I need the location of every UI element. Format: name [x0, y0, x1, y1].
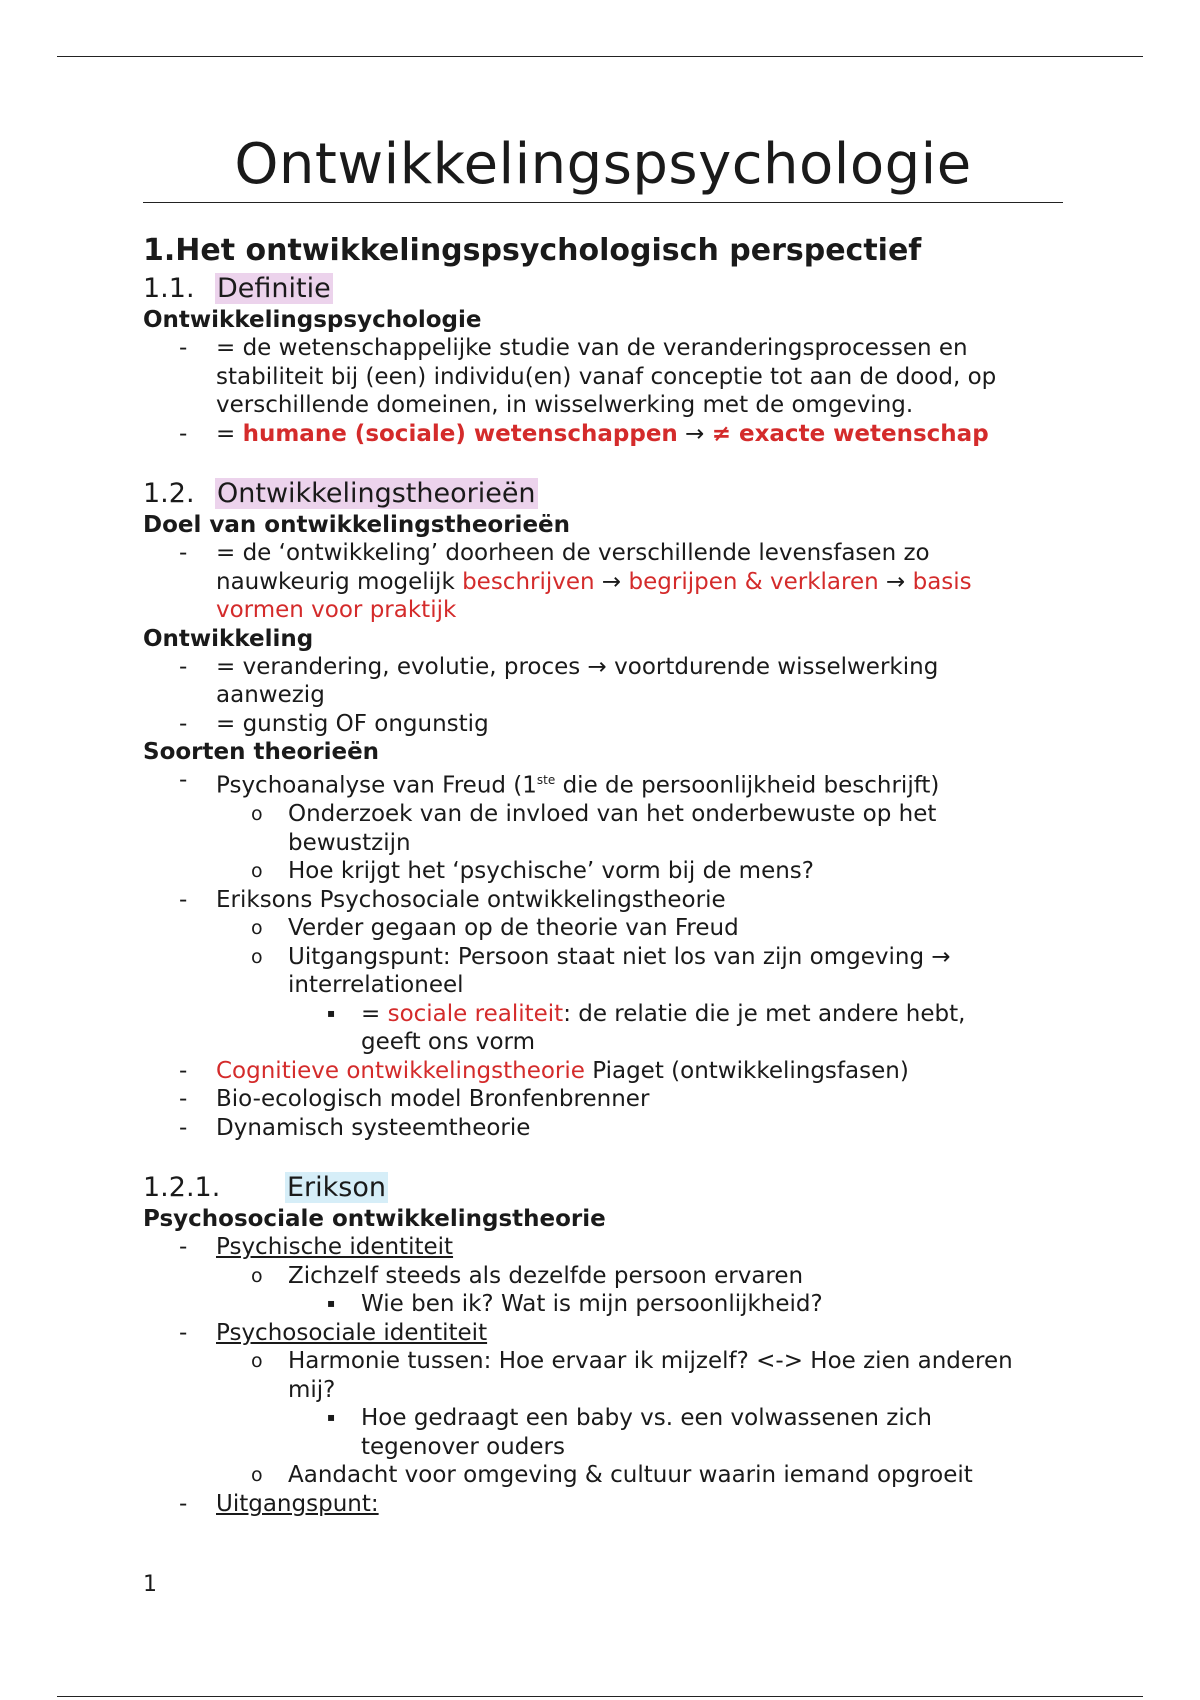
term-label: Ontwikkeling [143, 625, 314, 652]
sub-list-item: o Onderzoek van de invloed van het onderbewuste op het [251, 801, 937, 828]
list-item: - Psychische identiteit [179, 1234, 454, 1261]
document-title: Ontwikkelingspsychologie [143, 130, 1063, 203]
list-item: - = de ‘ontwikkeling’ doorheen de verschillende levensfasen zo [179, 540, 930, 567]
bottom-rule [57, 1696, 1143, 1697]
section-1-1-heading [143, 271, 1063, 306]
list-item: - Psychoanalyse van Freud (1ste die de persoonlijkheid beschrijft) [179, 767, 940, 799]
sub-sub-list-item-cont: geeft ons vorm [361, 1029, 536, 1056]
sub-sub-list-item-cont: tegenover ouders [361, 1433, 565, 1460]
sub-sub-list-item: ▪ Wie ben ik? Wat is mijn persoonlijkheid? [327, 1291, 823, 1318]
sub-list-item: o Hoe krijgt het ‘psychische’ vorm bij de mens? [251, 858, 814, 885]
term-label: Psychosociale ontwikkelingstheorie [143, 1206, 606, 1233]
section-title: Ontwikkelingstheorieën [217, 478, 536, 510]
list-item: - = de wetenschappelijke studie van de veranderingsprocessen en [179, 335, 968, 362]
section-1-2-heading [143, 476, 1063, 511]
list-item-cont: nauwkeurig mogelijk beschrijven → begrijpen & verklaren → basis [216, 568, 972, 595]
section-title: Erikson [287, 1172, 386, 1204]
section-number: 1.1. [143, 273, 195, 304]
top-rule [57, 56, 1143, 57]
sub-list-item-cont: mij? [288, 1376, 336, 1403]
list-item: - Uitgangspunt: [179, 1490, 379, 1517]
list-item: - Eriksons Psychosociale ontwikkelingstheorie [179, 886, 726, 913]
list-item: - Bio-ecologisch model Bronfenbrenner [179, 1086, 650, 1113]
list-item: - = humane (sociale) wetenschappen → ≠ exacte wetenschap [179, 420, 989, 447]
sub-sub-list-item: ▪ Hoe gedraagt een baby vs. een volwassenen zich [327, 1405, 932, 1432]
term-label: Doel van ontwikkelingstheorieën [143, 512, 571, 539]
list-item-cont: verschillende domeinen, in wisselwerking met de omgeving. [216, 392, 914, 419]
sub-list-item: o Verder gegaan op de theorie van Freud [251, 915, 739, 942]
list-item-cont: stabiliteit bij (een) individu(en) vanaf conceptie tot aan de dood, op [216, 363, 997, 390]
sub-list-item: o Aandacht voor omgeving & cultuur waarin iemand opgroeit [251, 1462, 973, 1489]
list-item-cont: aanwezig [216, 682, 325, 709]
section-title: Definitie [217, 273, 331, 304]
list-item: - Cognitieve ontwikkelingstheorie Piaget (ontwikkelingsfasen) [179, 1057, 909, 1084]
section-1-2-1-heading [143, 1170, 1063, 1205]
sub-list-item: o Harmonie tussen: Hoe ervaar ik mijzelf? <-> Hoe zien anderen [251, 1348, 1013, 1375]
list-item: - Dynamisch systeemtheorie [179, 1114, 531, 1141]
list-item: - = gunstig OF ongunstig [179, 710, 489, 737]
sub-sub-list-item: ▪ = sociale realiteit: de relatie die je met andere hebt, [327, 1000, 966, 1027]
list-item-cont: vormen voor praktijk [216, 597, 457, 624]
chapter-heading: 1.Het ontwikkelingspsychologisch perspectief [143, 233, 922, 268]
list-item: - = verandering, evolutie, proces → voortdurende wisselwerking [179, 653, 939, 680]
term-label: Soorten theorieën [143, 739, 380, 766]
list-item: - Psychosociale identiteit [179, 1319, 488, 1346]
section-number: 1.2.1. [143, 1172, 221, 1204]
section-number: 1.2. [143, 478, 195, 510]
page-number: 1 [143, 1572, 157, 1597]
document-page [143, 130, 1063, 1518]
term-label: Ontwikkelingspsychologie [143, 307, 482, 334]
sub-list-item-cont: bewustzijn [288, 829, 411, 856]
sub-list-item-cont: interrelationeel [288, 972, 464, 999]
sub-list-item: o Uitgangspunt: Persoon staat niet los van zijn omgeving → [251, 943, 951, 970]
sub-list-item: o Zichzelf steeds als dezelfde persoon ervaren [251, 1262, 804, 1289]
